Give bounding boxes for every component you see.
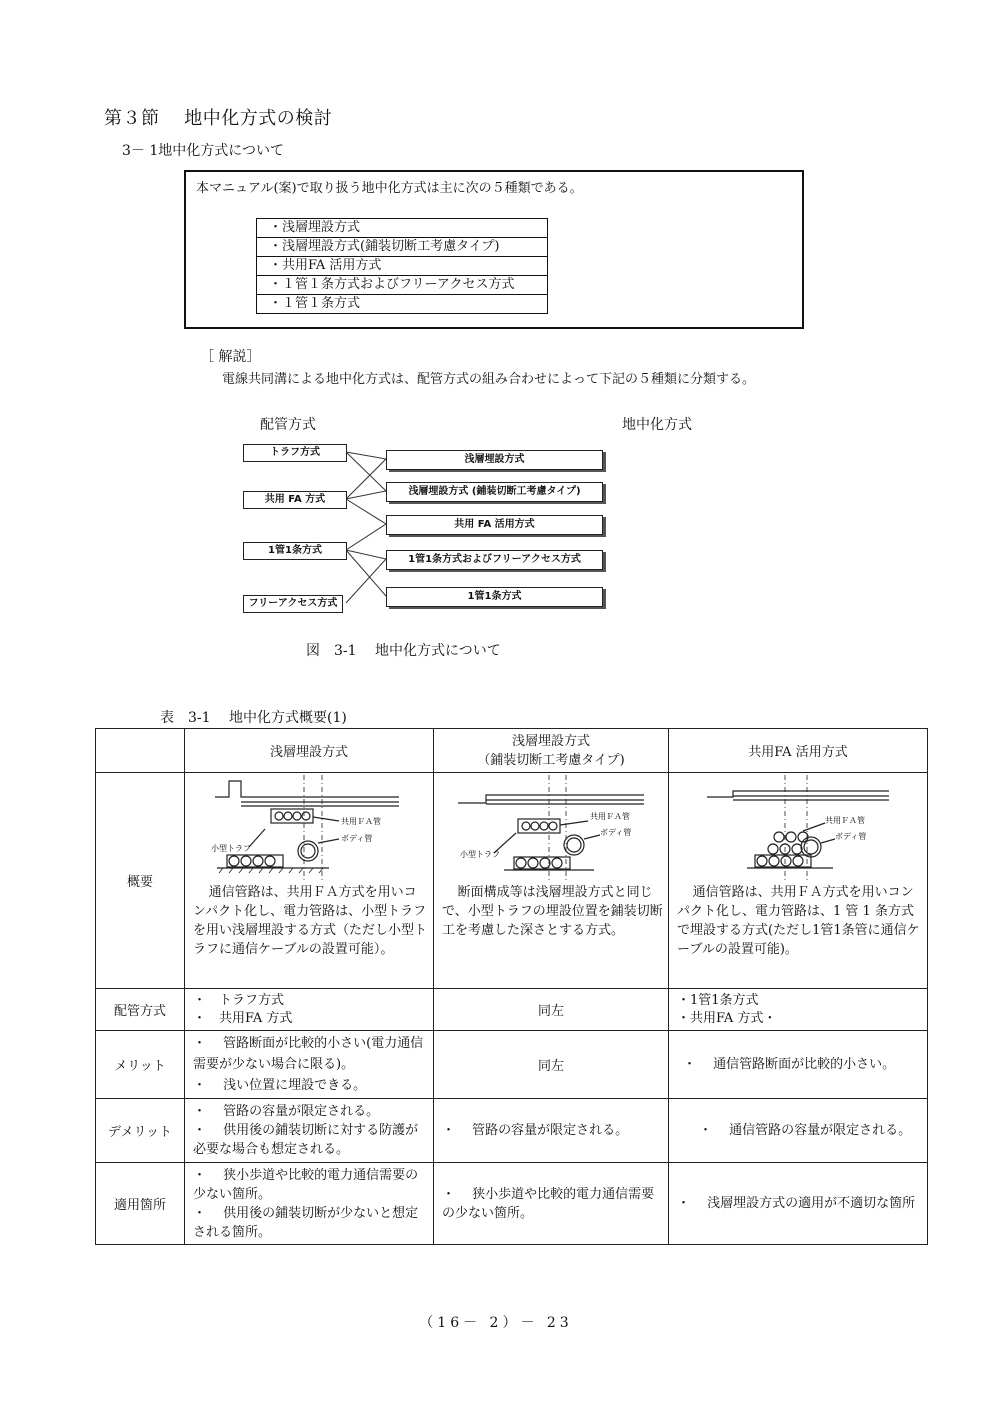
summary-box <box>184 170 804 329</box>
diagram-right-box: 1管1条方式 <box>386 587 603 607</box>
cell-line: ・ 供用後の鋪装切断が少ないと想定される箇所。 <box>193 1205 419 1240</box>
table-header: 浅層埋設方式 <box>185 729 434 773</box>
list-item: ・共用FA 活用方式 <box>257 257 548 276</box>
table-cell <box>185 1163 434 1245</box>
diagram-right-box: 浅層埋設方式 (鋪装切断工考慮タイプ) <box>386 482 603 502</box>
table-cell <box>434 773 669 989</box>
diagram-left-box: 共用 FA 方式 <box>243 491 347 509</box>
method-overview-table <box>95 728 928 1245</box>
diagram-right-box: 浅層埋設方式 <box>386 450 603 470</box>
diagram-right-heading: 地中化方式 <box>622 417 692 433</box>
table-cell <box>185 773 434 989</box>
section-title: 第３節 地中化方式の検討 <box>104 108 333 129</box>
table-cell: ・ 管路の容量が限定される。 <box>434 1099 669 1163</box>
section-figure <box>703 773 893 883</box>
row-label: 適用箇所 <box>96 1163 185 1245</box>
table-cell: ・ 狭小歩道や比較的電力通信需要の少ない箇所。 <box>434 1163 669 1245</box>
table-header-line: （鋪装切断工考慮タイプ) <box>477 752 625 768</box>
table-cell: ・ 通信管路断面が比較的小さい。 <box>669 1031 928 1099</box>
list-item: ・浅層埋設方式 <box>257 219 548 238</box>
section-figure <box>454 773 649 883</box>
kaisetsu-heading: ［ 解説］ <box>200 349 261 365</box>
diagram-left-box: フリーアクセス方式 <box>243 595 343 613</box>
table-caption: 表 3-1 地中化方式概要(1) <box>160 710 347 726</box>
row-label: デメリット <box>96 1099 185 1163</box>
fig-label-small-trough: 小型トラフ <box>459 850 500 859</box>
list-item: ・１管１条方式およびフリーアクセス方式 <box>257 276 548 295</box>
method-list <box>256 218 548 314</box>
table-cell <box>185 989 434 1031</box>
table-cell: ・ 通信管路の容量が限定される。 <box>669 1099 928 1163</box>
table-cell <box>185 1099 434 1163</box>
kaisetsu-text: 電線共同溝による地中化方式は、配管方式の組み合わせによって下記の５種類に分類する。 <box>222 372 756 387</box>
page-number: （16－ 2）－ 23 <box>419 1315 573 1331</box>
table-cell <box>669 773 928 989</box>
overview-text: 通信管路は、共用ＦＡ方式を用いコンパクト化し、電力管路は、小型トラフを用い浅層埋設する方式（ただし小型トラフに通信ケーブルの設置可能）。 <box>193 885 428 957</box>
section-figure <box>209 773 409 883</box>
table-cell <box>669 989 928 1031</box>
table-header <box>434 729 669 773</box>
diagram-left-heading: 配管方式 <box>260 417 316 433</box>
table-cell: ・ 浅層埋設方式の適用が不適切な箇所 <box>669 1163 928 1245</box>
table-header-empty <box>96 729 185 773</box>
row-label: メリット <box>96 1031 185 1099</box>
fig-label-body-pipe: ボディ管 <box>341 834 373 843</box>
fig-label-common-fa: 共用ＦＡ管 <box>341 817 381 826</box>
cell-line: ・ 共用FA 方式 <box>193 1010 293 1026</box>
subsection-title: 3－ 1地中化方式について <box>122 143 284 159</box>
table-cell: 同左 <box>434 1031 669 1099</box>
fig-label-body-pipe: ボディ管 <box>599 828 631 837</box>
cell-line: ・共用FA 方式・ <box>677 1010 777 1026</box>
cell-line: ・ トラフ方式 <box>193 992 285 1008</box>
table-cell <box>185 1031 434 1099</box>
figure-caption: 図 3-1 地中化方式について <box>306 643 501 659</box>
fig-label-common-fa: 共用ＦＡ管 <box>825 816 865 825</box>
cell-line: ・ 管路の容量が限定される。 <box>193 1104 380 1119</box>
diagram-left-box: トラフ方式 <box>243 444 347 462</box>
summary-intro: 本マニュアル(案)で取り扱う地中化方式は主に次の５種類である。 <box>196 181 583 196</box>
row-label: 概要 <box>96 773 185 989</box>
cell-line: ・ 浅い位置に埋設できる。 <box>193 1078 367 1093</box>
table-cell: 同左 <box>434 989 669 1031</box>
diagram-right-box: 1管1条方式およびフリーアクセス方式 <box>386 550 603 570</box>
cell-line: ・1管1条方式 <box>677 992 759 1008</box>
list-item: ・１管１条方式 <box>257 295 548 314</box>
cell-line: ・ 供用後の鋪装切断に対する防護が必要な場合も想定される。 <box>193 1123 419 1157</box>
diagram-left-box: 1管1条方式 <box>243 542 347 560</box>
table-header-line: 浅層埋設方式 <box>511 733 590 749</box>
overview-text: 通信管路は、共用ＦＡ方式を用いコンパクト化し、電力管路は、1 管 1 条方式で埋設する方式(ただし1管1条管に通信ケーブルの設置可能)。 <box>677 885 920 957</box>
cell-line: ・ 狭小歩道や比較的電力通信需要の少ない箇所。 <box>193 1167 419 1202</box>
row-label: 配管方式 <box>96 989 185 1031</box>
fig-label-small-trough: 小型トラフ <box>211 844 251 853</box>
list-item: ・浅層埋設方式(鋪装切断工考慮タイプ) <box>257 238 548 257</box>
table-header: 共用FA 活用方式 <box>669 729 928 773</box>
cell-line: ・ 管路断面が比較的小さい(電力通信需要が少ない場合に限る)。 <box>193 1036 424 1072</box>
fig-label-body-pipe: ボディ管 <box>835 832 867 841</box>
diagram-right-box: 共用 FA 活用方式 <box>386 515 603 535</box>
fig-label-common-fa: 共用ＦＡ管 <box>589 812 630 821</box>
overview-text: 断面構成等は浅層埋設方式と同じで、小型トラフの埋設位置を鋪装切断工を考慮した深さとする方式。 <box>442 885 663 938</box>
